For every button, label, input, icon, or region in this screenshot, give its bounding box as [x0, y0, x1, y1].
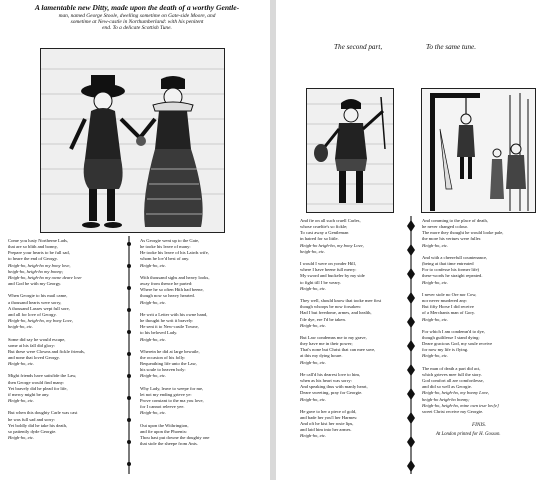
- verse-line: Why Lady, leave to weepe for me,: [140, 385, 204, 391]
- verse-line: heigh-ho, heigh-ho my bonny;: [8, 268, 64, 274]
- verse-line: And fie on all such cruell Carles,: [300, 218, 361, 223]
- verse-line: Heigh-ho, etc.: [140, 262, 167, 268]
- verse-line: Heigh-ho, etc.: [300, 322, 327, 328]
- verse-line: With thousand sighs and heavy looks,: [140, 274, 210, 280]
- verse-line: though now so heavy hearted.: [140, 293, 195, 299]
- title-line-4: end. To a delicate Scottish Tune.: [102, 25, 172, 32]
- verse-line: the more his vertues were fuller.: [422, 236, 482, 242]
- verse-line: And with a cheerefull countenance,: [422, 254, 488, 260]
- left-page: [0, 0, 270, 480]
- verse-line: where I have beene full merry:: [300, 267, 357, 273]
- right-column-2: [422, 218, 546, 415]
- verse-line: He call'd his dearest love to him,: [300, 371, 361, 377]
- verse-line: they have me in their power;: [300, 341, 353, 347]
- verse-line: Deare gracious God, my soule receive: [422, 341, 493, 347]
- verse-line: he tooke his leave of many:: [140, 244, 191, 250]
- verse-line: some at his fall did glory:: [8, 342, 56, 348]
- ornamental-divider: [124, 236, 134, 474]
- verse-line: But Law condemns me to my grave,: [300, 334, 367, 340]
- verse-line: the occasion of his folly:: [140, 354, 186, 360]
- verse-line: though guiltlesse I stand dying:: [422, 334, 480, 340]
- title-line-1: A lamentable new Ditty, made upon the death of a worthy Gentle-: [34, 3, 240, 12]
- verse-line: And speaking thus with manly heart,: [300, 384, 368, 390]
- verse-line: heigh-ho, etc.: [300, 248, 326, 254]
- verse-line: The more they thought he would looke pale,: [422, 230, 504, 236]
- verse-line: Heigh-ho, etc.: [140, 336, 167, 342]
- right-column-1: [300, 218, 418, 440]
- verse-line: Deare sweeting, pray for Georgie.: [300, 390, 363, 396]
- verse-line: Heigh-ho, heigh-ho, my bony Love,: [8, 318, 73, 324]
- verse-line: in hatred for so little.: [300, 236, 339, 242]
- verse-line: I would I were on yonder Hill,: [300, 261, 357, 267]
- verse-line: I never stole no Ore nor Cow,: [422, 291, 477, 297]
- verse-line: when as his heart was sorry:: [300, 378, 352, 384]
- verse-line: and God be with my Georgy.: [8, 281, 62, 287]
- verse-line: a thousand hearts were sorry,: [8, 299, 62, 305]
- woodcut-soldier-illustration: [306, 88, 394, 213]
- verse-line: But when this doughty Carle was cast: [8, 410, 78, 416]
- verse-line: let not my ending grieve ye:: [140, 391, 192, 397]
- verse-line: he was full sad and sorry:: [8, 416, 56, 422]
- left-column-2: [140, 238, 268, 447]
- verse-line: Out upon the Withrington,: [140, 422, 189, 428]
- verse-line: Heigh-ho, etc.: [8, 361, 35, 367]
- verse-line: I'de dye, ere I'd be taken.: [300, 316, 346, 322]
- verse-line: (being at that time entreated: [422, 261, 474, 267]
- verse-line: That's none but Christ that can mee save,: [300, 347, 376, 353]
- verse-line: he thought he writ it bravely:: [140, 318, 194, 324]
- verse-line: Heigh-ho, etc.: [422, 316, 449, 322]
- verse-line: For to confesse his former life): [422, 267, 480, 273]
- verse-line: he never changed colour.: [422, 224, 468, 230]
- verse-line: Heigh-ho, heigh-ho, mine own true lov[e]: [422, 402, 499, 408]
- verse-line: of a Merchants man of Gory.: [422, 310, 476, 316]
- verse-line: Might friends have satisfide the Law,: [8, 373, 77, 379]
- verse-line: A thousand Lasses wept full sore,: [8, 305, 70, 311]
- verse-line: Bequeathing life unto the Law,: [140, 361, 197, 367]
- ornamental-divider-right: [406, 216, 416, 474]
- verse-line: Had I but freedome, armes, and health,: [300, 310, 372, 316]
- right-page: [276, 0, 548, 480]
- verse-line: He sent it to New-castle Towne,: [140, 324, 199, 330]
- woodcut-couple-illustration: [40, 48, 225, 233]
- verse-line: then George would find many:: [8, 379, 65, 385]
- verse-line: and none that loved Georgy.: [8, 354, 60, 360]
- verse-line: and did so well as Georgie.: [422, 384, 472, 390]
- printer-imprint: At London printed for H. Gosson.: [436, 432, 501, 437]
- verse-line: Heigh-ho, etc.: [8, 398, 35, 404]
- verse-line: if mercy might be any.: [8, 391, 50, 397]
- verse-line: heigh-ho heigh-ho bonny;: [422, 396, 470, 402]
- verse-line: heigh-ho, etc.: [8, 324, 34, 330]
- verse-line: But these were Clowns and fickle friends,: [8, 348, 85, 354]
- verse-line: nor never murdered any:: [422, 298, 468, 304]
- verse-line: Heigh-ho, etc.: [422, 279, 449, 285]
- same-tune-title: To the same tune.: [426, 43, 477, 51]
- verse-line: away from thence he parted:: [140, 281, 193, 287]
- verse-line: He gave to her a piece of gold,: [300, 408, 357, 414]
- verse-line: Heigh-ho, etc.: [300, 285, 327, 291]
- second-part-title: The second part,: [334, 43, 383, 51]
- verse-line: Come you lusty Northerne Lads,: [8, 238, 69, 243]
- verse-line: Thou hast put downe the doughty one: [140, 435, 210, 440]
- verse-line: that stole the sheepe from Anis.: [140, 441, 198, 447]
- verse-line: Heigh-ho, etc.: [140, 299, 167, 305]
- verse-line: Heigh-ho heigh-ho, my bony Love,: [300, 242, 364, 248]
- verse-line: To cast away a Gentleman: [300, 230, 349, 236]
- verse-line: Heigh-ho, etc.: [300, 433, 327, 439]
- verse-line: The man of death a part did act,: [422, 365, 481, 371]
- verse-line: God comfort all are comfortlesse,: [422, 378, 484, 384]
- verse-line: for I cannot releeve yee.: [140, 404, 185, 410]
- title-line-2: man, named George Stoole, dwelling sometime on Gate-side Moore, and: [58, 12, 216, 19]
- woodcut-gallows-illustration: [421, 88, 536, 213]
- verse-line: whom he lov'd best of any.: [140, 256, 190, 262]
- verse-line: Heigh-ho, heigh-ho, my bonny Love,: [422, 390, 490, 396]
- verse-line: to heare the end of Georgy.: [8, 256, 58, 262]
- left-column-1: [8, 238, 126, 441]
- verse-line: Heigh-ho, etc.: [422, 242, 449, 248]
- verse-line: Heigh-ho, etc.: [140, 410, 167, 416]
- verse-line: and laid him into her armes.: [300, 427, 352, 433]
- verse-line: Wherein he did at large bewaile,: [140, 348, 200, 354]
- verse-line: Prepare your hearts to be full sad,: [8, 250, 70, 256]
- verse-line: Yet boldly did he take his death,: [8, 422, 68, 428]
- verse-line: And comming to the place of death,: [422, 218, 488, 223]
- verse-line: Heigh-ho, etc.: [8, 435, 35, 440]
- verse-line: and all for love of Georgy.: [8, 311, 57, 317]
- verse-line: As Georgie went up to the Gate,: [140, 238, 200, 243]
- verse-line: Heigh-ho, etc.: [300, 396, 327, 402]
- verse-line: Heigh-ho, heigh-ho my owne deare love: [8, 274, 82, 280]
- verse-line: He writ a Letter with his owne hand,: [140, 311, 208, 317]
- verse-line: Some did say he would escape,: [8, 336, 66, 342]
- verse-line: They well, should know that tooke mee first: [300, 298, 382, 304]
- verse-line: these-words he straight repeated.: [422, 273, 483, 279]
- finis-mark: FINIS.: [472, 422, 486, 428]
- verse-line: whose crueltie's so fickle;: [300, 224, 348, 230]
- verse-line: Heigh-ho, etc.: [140, 373, 167, 379]
- ballad-title: [6, 4, 268, 31]
- verse-line: to his beloved Lady.: [140, 330, 178, 336]
- verse-line: He tooke his leave of his Lairds wife,: [140, 250, 209, 256]
- verse-line: which grieves mee full the story.: [422, 371, 482, 377]
- verse-line: Where he so often Hith had beene,: [140, 287, 204, 293]
- verse-line: Heigh-ho, etc.: [300, 359, 327, 365]
- verse-line: that are so blith and bonny,: [8, 244, 58, 250]
- verse-line: When Georgie to his mail came,: [8, 293, 68, 299]
- verse-line: Yet bravely did he plead for life,: [8, 385, 68, 391]
- verse-line: his soule to heaven holy:: [140, 367, 186, 373]
- verse-line: at this my dying houre.: [300, 353, 343, 359]
- verse-line: Heigh-ho, etc.: [422, 353, 449, 359]
- verse-line: though whoops be now forsaken:: [300, 304, 361, 310]
- verse-line: For which I am condemn'd to dye,: [422, 328, 485, 334]
- verse-line: My sword and buckeler by my side: [300, 273, 365, 279]
- verse-line: to fight till I be weary.: [300, 279, 342, 285]
- verse-line: for now my life is flying.: [422, 347, 469, 353]
- verse-line: and fie upon the Phoenix:: [140, 428, 188, 434]
- verse-line: and bade her you'l her Harmes:: [300, 415, 358, 420]
- title-line-3: sometime at New-castle in Northumberland: with his penitent: [70, 18, 204, 25]
- verse-line: And oft he kist her rosie lips,: [300, 421, 354, 427]
- verse-line: sweet Christ receive my Georgie.: [422, 408, 484, 414]
- verse-line: Heigh-ho, heigh-ho my bony love,: [8, 262, 71, 268]
- verse-line: But fifty Horse I did receive: [422, 304, 474, 310]
- verse-line: Prove constant to the ma you love,: [140, 398, 204, 404]
- verse-line: so patiently dyde Georgie.: [8, 428, 57, 434]
